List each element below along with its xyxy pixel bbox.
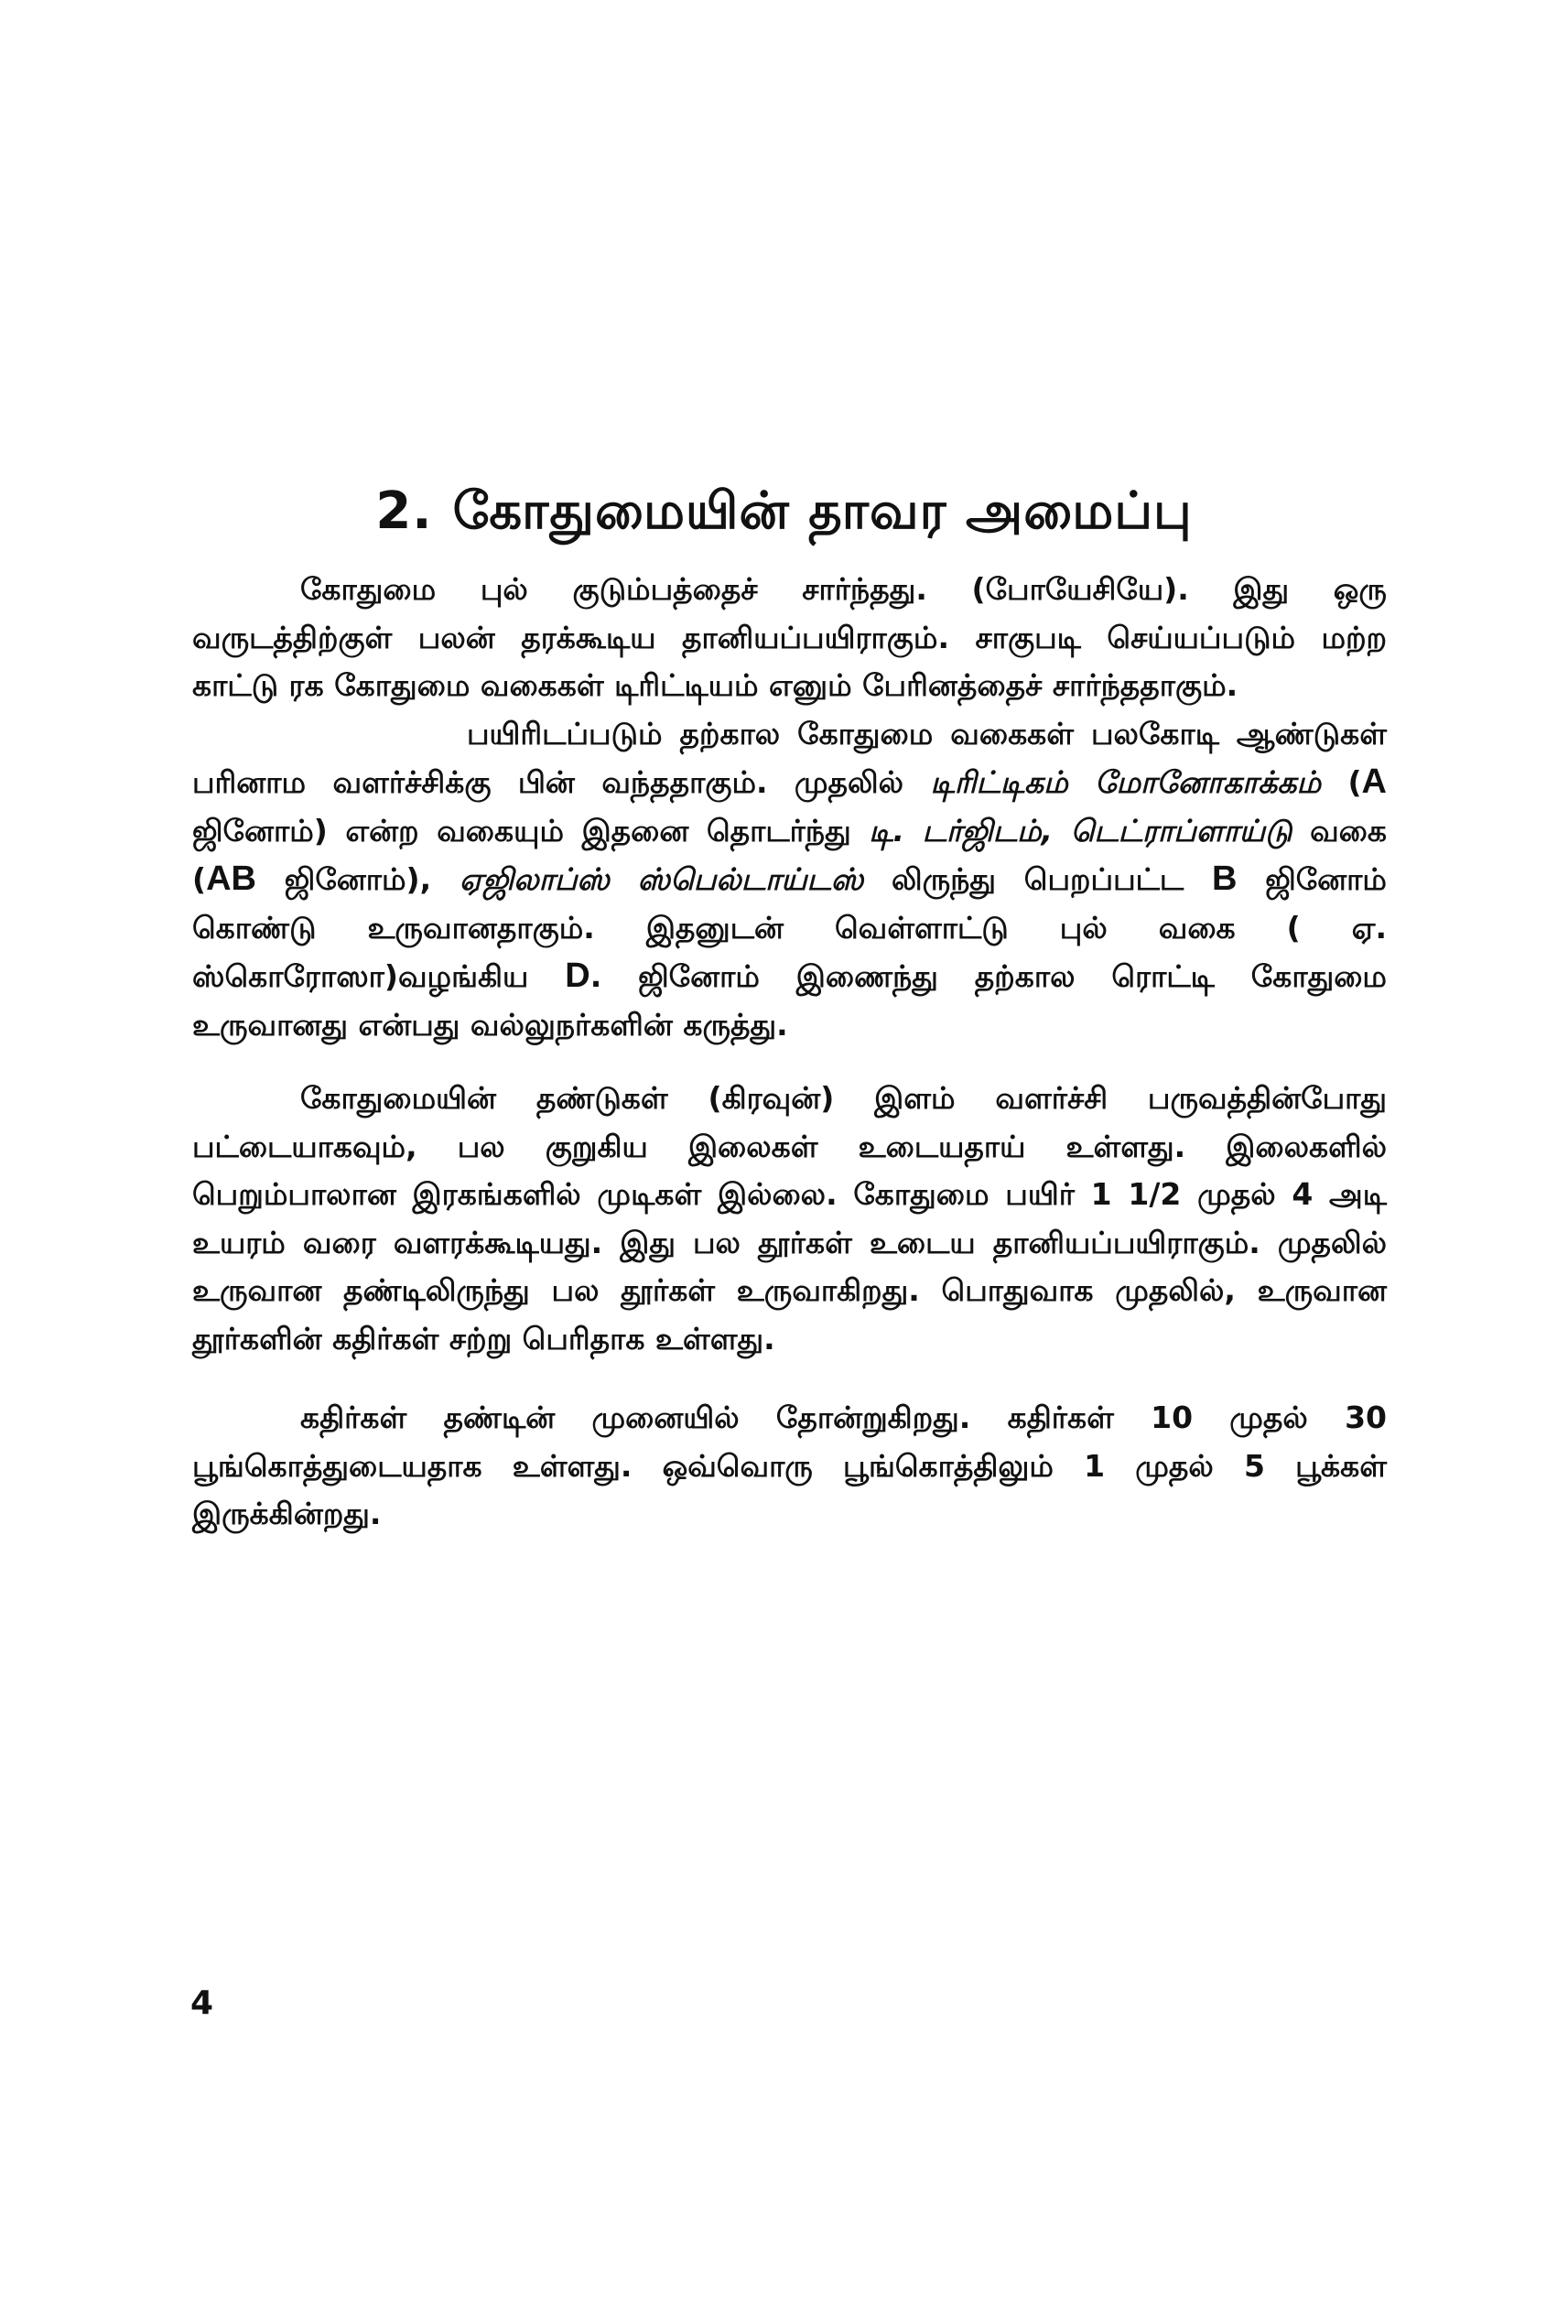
paragraph-4: கதிர்கள் தண்டின் முனையில் தோன்றுகிறது. கதிர்கள் 10 முதல் 30 பூங்கொத்துடையதாக உள்ளது. ஒவ்வொரு பூங்கொத்திலும் 1 முதல் 5 பூக்கள் இருக்கின்றது. [192, 1400, 1387, 1531]
species-name: டி. டர்ஜிடம், டெட்ராப்ளாய்டு [869, 812, 1292, 849]
paragraph-2-text: லிருந்து பெறப்பட்ட [863, 861, 1212, 897]
paragraph-2-text: ( [1321, 764, 1362, 800]
paragraph-2-text: வகை ( [192, 812, 1387, 897]
chapter-number: 2. [375, 481, 433, 541]
paragraph-2-text: ஜினோம்), [255, 861, 460, 897]
paragraph-2-text: ஜினோம்) என்ற வகையும் இதனை தொடர்ந்து [192, 812, 870, 849]
body-text [192, 566, 1387, 1539]
species-name: டிரிட்டிகம் மோனோகாக்கம் [930, 764, 1322, 800]
species-name: ஏஜிலாப்ஸ் ஸ்பெல்டாய்டஸ் [459, 861, 864, 897]
paragraph-2-text: . ஜினோம் இணைந்து தற்கால ரொட்டி கோதுமை உருவானது என்பது வல்லுநர்களின் கருத்து. [192, 958, 1387, 1043]
chapter-heading [0, 481, 1568, 547]
genome-label: AB [206, 859, 256, 898]
page-number: 4 [190, 1984, 214, 2022]
paragraph-2-text: ஜினோம் கொண்டு உருவானதாகும். இதனுடன் வெள்ளாட்டு புல் வகை ( ஏ. ஸ்கொரோஸா)வழங்கிய [192, 861, 1387, 994]
genome-label: A [1361, 762, 1387, 801]
genome-label: D [565, 957, 590, 995]
genome-label: B [1211, 859, 1238, 898]
paragraph-3: கோதுமையின் தண்டுகள் (கிரவுன்) இளம் வளர்ச்சி பருவத்தின்போது பட்டையாகவும், பல குறுகிய இலைகள் உடையதாய் உள்ளது. இலைகளில் பெறும்பாலான இரகங்களில் முடிகள் இல்லை. கோதுமை பயிர் 1 1/2 முதல் 4 அடி உயரம் வரை வளரக்கூடியது. இது பல தூர்கள் உடைய தானியப்பயிராகும். முதலில் உருவான தண்டிலிருந்து பல தூர்கள் உருவாகிறது. பொதுவாக முதலில், உருவான தூர்களின் கதிர்கள் சற்று பெரிதாக உள்ளது. [192, 1080, 1387, 1357]
chapter-title: கோதுமையின் தாவர அமைப்பு [452, 481, 1193, 541]
paragraph-2-text: பயிரிடப்படும் தற்கால கோதுமை வகைகள் பலகோடி ஆண்டுகள் பரினாம வளர்ச்சிக்கு பின் வந்ததாகும். முதலில் [192, 715, 1387, 800]
paragraph-1: கோதுமை புல் குடும்பத்தைச் சார்ந்தது. (போயேசியே). இது ஒரு வருடத்திற்குள் பலன் தரக்கூடிய தானியப்பயிராகும். சாகுபடி செய்யப்படும் மற்ற காட்டு ரக கோதுமை வகைகள் டிரிட்டியம் எனும் பேரினத்தைச் சார்ந்ததாகும். [192, 571, 1387, 703]
paragraph-2 [192, 710, 1387, 1050]
